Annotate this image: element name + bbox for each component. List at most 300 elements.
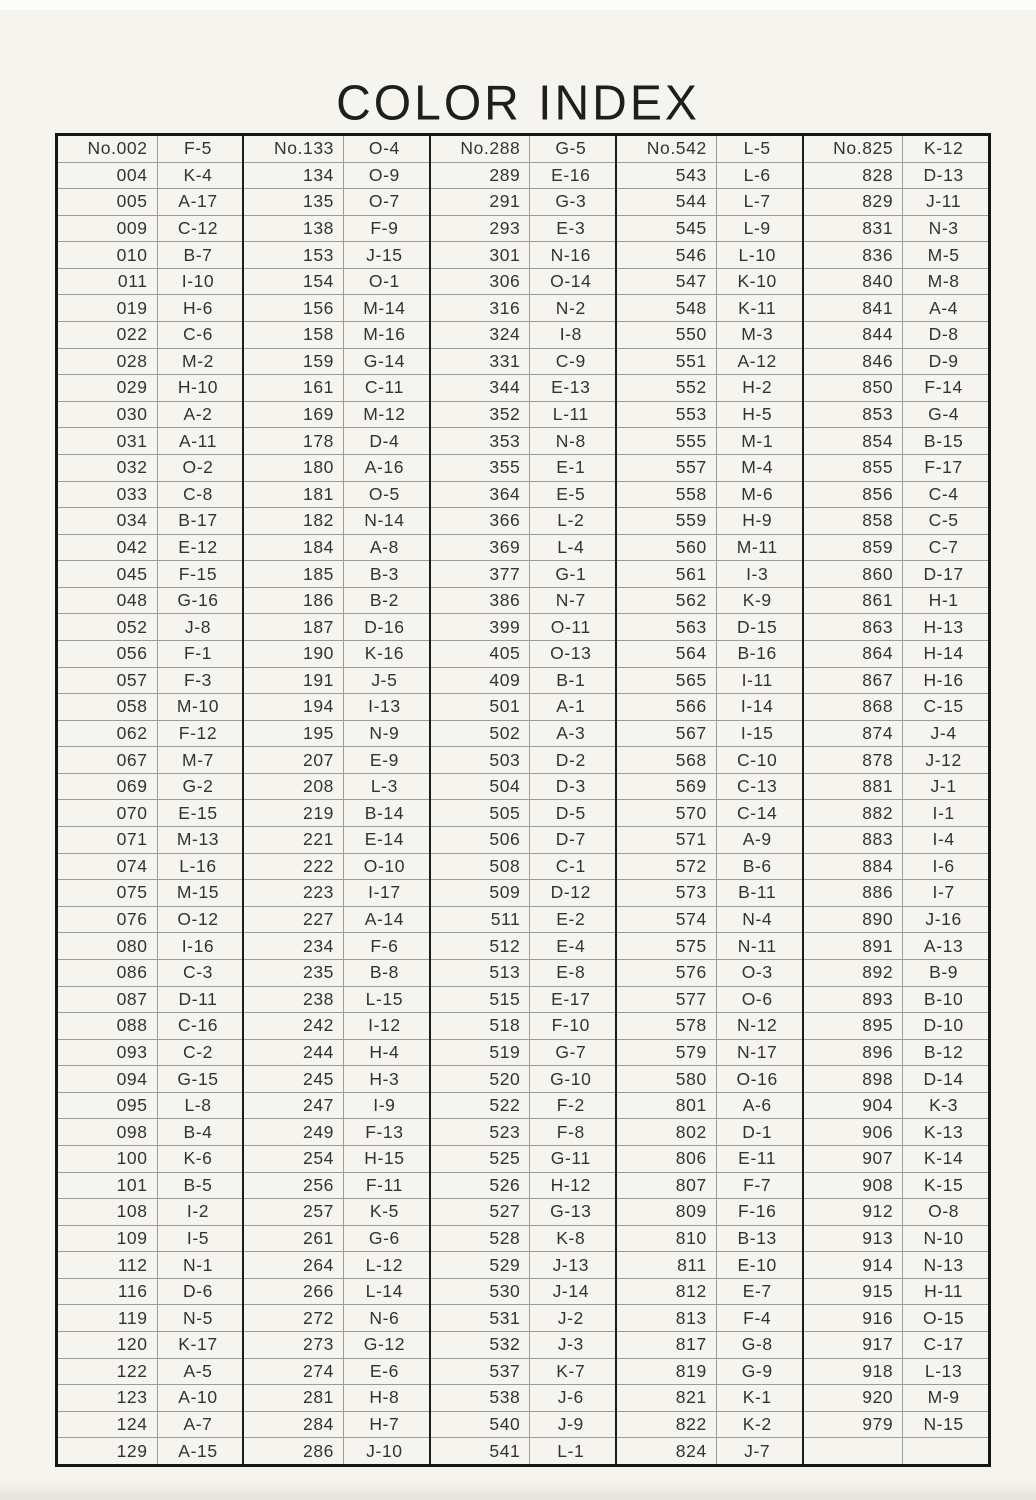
number-cell: 272 <box>244 1305 344 1331</box>
number-cell: 810 <box>617 1226 717 1252</box>
table-row <box>244 560 428 587</box>
code-cell: K-8 <box>556 1227 586 1248</box>
number-cell: 223 <box>244 880 344 906</box>
number-cell: 324 <box>431 322 531 348</box>
code-cell: L-4 <box>557 536 585 557</box>
table-row <box>617 1437 801 1464</box>
code-cell: H-15 <box>364 1148 405 1169</box>
number-cell: 561 <box>617 561 717 587</box>
code-cell: O-8 <box>928 1201 960 1222</box>
table-row <box>804 162 988 189</box>
code-cell: J-13 <box>552 1254 590 1275</box>
number-cell: No.288 <box>431 136 531 162</box>
table-row <box>244 268 428 295</box>
number-cell: 194 <box>244 694 344 720</box>
code-cell: H-14 <box>923 643 964 664</box>
code-cell: J-5 <box>371 669 398 690</box>
table-row <box>617 640 801 667</box>
table-row <box>804 1384 988 1411</box>
table-row <box>244 720 428 747</box>
table-row <box>804 720 988 747</box>
code-cell: I-5 <box>186 1227 210 1248</box>
number-cell: 153 <box>244 242 344 268</box>
code-cell: G-7 <box>555 1041 587 1062</box>
number-cell: 129 <box>58 1438 158 1464</box>
number-cell: 813 <box>617 1305 717 1331</box>
number-cell: 158 <box>244 322 344 348</box>
table-row <box>244 1331 428 1358</box>
table-row <box>244 294 428 321</box>
table-row <box>617 427 801 454</box>
table-row <box>58 640 242 667</box>
table-row <box>617 1331 801 1358</box>
number-cell: 182 <box>244 508 344 534</box>
table-row <box>804 640 988 667</box>
code-cell: E-5 <box>556 483 586 504</box>
code-cell: B-16 <box>737 643 777 664</box>
table-row <box>58 348 242 375</box>
code-cell: B-1 <box>556 669 586 690</box>
number-cell: 503 <box>431 747 531 773</box>
table-row <box>431 1411 615 1438</box>
table-row <box>58 1304 242 1331</box>
table-row <box>58 587 242 614</box>
code-cell: O-15 <box>922 1307 965 1328</box>
table-row <box>617 720 801 747</box>
table-row <box>804 1251 988 1278</box>
number-cell: 570 <box>617 800 717 826</box>
code-cell: F-11 <box>365 1174 403 1195</box>
table-row <box>804 136 988 162</box>
number-cell: 522 <box>431 1093 531 1119</box>
code-cell: L-13 <box>924 1360 963 1381</box>
code-cell: D-11 <box>178 988 218 1009</box>
number-cell: 266 <box>244 1279 344 1305</box>
table-row <box>431 534 615 561</box>
number-cell: 858 <box>804 508 904 534</box>
number-cell: 557 <box>617 455 717 481</box>
number-cell: 501 <box>431 694 531 720</box>
number-cell: No.002 <box>58 136 158 162</box>
number-cell: 512 <box>431 933 531 959</box>
table-row <box>244 534 428 561</box>
number-cell: 864 <box>804 641 904 667</box>
code-cell: M-7 <box>182 749 214 770</box>
code-cell: N-6 <box>369 1307 400 1328</box>
number-cell: 219 <box>244 800 344 826</box>
code-cell: I-14 <box>740 696 774 717</box>
number-cell: 574 <box>617 907 717 933</box>
code-cell: N-7 <box>555 590 586 611</box>
code-cell: L-12 <box>365 1254 404 1275</box>
number-cell: 840 <box>804 269 904 295</box>
code-cell: O-9 <box>368 164 400 185</box>
code-cell: I-10 <box>181 271 215 292</box>
number-cell: 034 <box>58 508 158 534</box>
number-cell: 048 <box>58 588 158 614</box>
code-cell: A-17 <box>178 191 218 212</box>
table-row <box>58 667 242 694</box>
table-row <box>244 1304 428 1331</box>
code-cell: B-12 <box>923 1041 964 1062</box>
number-cell: 405 <box>431 641 531 667</box>
code-cell: A-7 <box>183 1414 213 1435</box>
number-cell: 515 <box>431 987 531 1013</box>
code-cell: L-2 <box>557 510 585 531</box>
code-cell: K-16 <box>364 643 405 664</box>
number-cell: 293 <box>431 216 531 242</box>
table-column-group <box>429 136 615 1464</box>
table-row <box>617 693 801 720</box>
number-cell: 261 <box>244 1226 344 1252</box>
number-cell: 548 <box>617 295 717 321</box>
number-cell: 005 <box>58 189 158 215</box>
table-row <box>58 1092 242 1119</box>
code-cell: B-10 <box>923 988 964 1009</box>
code-cell: F-10 <box>551 1015 590 1036</box>
code-cell: I-9 <box>373 1095 396 1116</box>
code-cell: H-16 <box>923 669 964 690</box>
table-row <box>431 799 615 826</box>
number-cell: 892 <box>804 960 904 986</box>
number-cell: 916 <box>804 1305 904 1331</box>
table-row <box>431 294 615 321</box>
table-row <box>804 746 988 773</box>
code-cell: C-13 <box>737 776 778 797</box>
code-cell: F-14 <box>924 377 963 398</box>
number-cell: 801 <box>617 1093 717 1119</box>
table-row <box>58 1331 242 1358</box>
table-row <box>804 1118 988 1145</box>
table-row <box>617 348 801 375</box>
table-row <box>617 1278 801 1305</box>
number-cell: 575 <box>617 933 717 959</box>
code-cell: F-12 <box>178 723 218 743</box>
table-row <box>244 693 428 720</box>
number-cell: 525 <box>431 1146 531 1172</box>
table-row <box>244 1251 428 1278</box>
color-index-table <box>55 133 991 1467</box>
code-cell: K-11 <box>738 297 777 318</box>
table-row <box>804 215 988 242</box>
number-cell: 523 <box>431 1119 531 1145</box>
code-cell: B-9 <box>929 962 959 983</box>
code-cell: E-13 <box>551 377 591 398</box>
code-cell: G-6 <box>368 1227 400 1248</box>
code-cell: D-10 <box>923 1015 964 1036</box>
number-cell: 235 <box>244 960 344 986</box>
number-cell: 572 <box>617 854 717 880</box>
code-cell: C-4 <box>928 483 959 504</box>
table-row <box>804 1358 988 1385</box>
table-row <box>431 986 615 1013</box>
number-cell: 891 <box>804 933 904 959</box>
table-row <box>431 1304 615 1331</box>
code-cell: A-9 <box>742 829 772 850</box>
number-cell: 031 <box>58 428 158 454</box>
number-cell: 508 <box>431 854 531 880</box>
table-row <box>58 720 242 747</box>
number-cell: 249 <box>244 1119 344 1145</box>
number-cell: 802 <box>617 1119 717 1145</box>
table-row <box>58 162 242 189</box>
number-cell: 914 <box>804 1252 904 1278</box>
code-cell: N-8 <box>555 430 586 451</box>
number-cell: 120 <box>58 1332 158 1358</box>
table-row <box>431 560 615 587</box>
code-cell: O-16 <box>736 1068 778 1089</box>
code-cell: O-6 <box>741 988 773 1009</box>
table-row <box>244 587 428 614</box>
number-cell: 032 <box>58 455 158 481</box>
table-row <box>804 1198 988 1225</box>
table-row <box>804 587 988 614</box>
code-cell: A-4 <box>929 297 959 318</box>
number-cell: 057 <box>58 668 158 694</box>
code-cell: O-10 <box>363 855 406 876</box>
table-row <box>804 853 988 880</box>
code-cell: J-12 <box>925 749 962 770</box>
number-cell: 511 <box>431 907 531 933</box>
number-cell: 913 <box>804 1226 904 1252</box>
number-cell: 806 <box>617 1146 717 1172</box>
table-row <box>804 1411 988 1438</box>
code-cell: D-17 <box>923 563 964 584</box>
table-row <box>58 454 242 481</box>
table-row <box>617 534 801 561</box>
table-row <box>804 427 988 454</box>
code-cell: M-14 <box>363 297 406 318</box>
code-cell: G-3 <box>555 191 587 212</box>
number-cell: 844 <box>804 322 904 348</box>
code-cell: C-8 <box>182 483 213 504</box>
table-row <box>431 1012 615 1039</box>
code-cell: N-3 <box>928 218 959 239</box>
number-cell: 284 <box>244 1412 344 1438</box>
number-cell: 071 <box>58 827 158 853</box>
number-cell: 100 <box>58 1146 158 1172</box>
code-cell: D-7 <box>555 829 586 850</box>
number-cell: 861 <box>804 588 904 614</box>
table-row <box>244 1198 428 1225</box>
number-cell: 547 <box>617 269 717 295</box>
code-cell: F-6 <box>370 935 399 956</box>
code-cell: M-1 <box>741 430 774 451</box>
table-row <box>617 454 801 481</box>
number-cell: 033 <box>58 482 158 508</box>
code-cell: M-5 <box>927 244 960 265</box>
table-row <box>58 188 242 215</box>
table-row <box>804 348 988 375</box>
code-cell: F-9 <box>370 218 399 239</box>
table-row <box>804 268 988 295</box>
number-cell: 543 <box>617 163 717 189</box>
code-cell: J-11 <box>926 191 962 212</box>
table-row <box>617 587 801 614</box>
table-row <box>431 401 615 428</box>
code-cell: B-4 <box>183 1121 213 1142</box>
code-cell: A-8 <box>369 536 399 557</box>
number-cell: 377 <box>431 561 531 587</box>
table-row <box>244 826 428 853</box>
table-row <box>244 613 428 640</box>
number-cell: 122 <box>58 1359 158 1385</box>
code-cell: A-6 <box>742 1095 772 1116</box>
number-cell: 316 <box>431 295 531 321</box>
table-row <box>617 1012 801 1039</box>
code-cell: K-12 <box>923 138 964 159</box>
code-cell: B-2 <box>369 590 399 611</box>
number-cell: 247 <box>244 1093 344 1119</box>
number-cell: 080 <box>58 933 158 959</box>
code-cell: N-5 <box>182 1307 213 1328</box>
code-cell: J-4 <box>930 723 957 743</box>
number-cell: 809 <box>617 1199 717 1225</box>
table-row <box>58 959 242 986</box>
table-row <box>244 1092 428 1119</box>
table-row <box>617 746 801 773</box>
number-cell: 541 <box>431 1438 531 1464</box>
number-cell: 579 <box>617 1040 717 1066</box>
table-row <box>58 1384 242 1411</box>
number-cell: 573 <box>617 880 717 906</box>
number-cell: 571 <box>617 827 717 853</box>
code-cell: A-10 <box>178 1387 218 1408</box>
number-cell: 042 <box>58 535 158 561</box>
code-cell: L-7 <box>743 191 771 212</box>
table-row <box>431 1198 615 1225</box>
table-row <box>617 1172 801 1199</box>
number-cell: 029 <box>58 375 158 401</box>
number-cell: 538 <box>431 1385 531 1411</box>
code-cell: D-9 <box>928 350 959 371</box>
number-cell: 353 <box>431 428 531 454</box>
number-cell: 918 <box>804 1359 904 1385</box>
number-cell: 291 <box>431 189 531 215</box>
table-row <box>431 879 615 906</box>
code-cell: E-4 <box>556 935 586 956</box>
table-column-group <box>58 136 242 1464</box>
number-cell: 364 <box>431 482 531 508</box>
code-cell: F-8 <box>556 1121 585 1142</box>
table-row <box>617 773 801 800</box>
number-cell: 052 <box>58 614 158 640</box>
table-row <box>244 241 428 268</box>
number-cell: 526 <box>431 1173 531 1199</box>
table-row <box>804 188 988 215</box>
number-cell: 917 <box>804 1332 904 1358</box>
code-cell: L-1 <box>557 1440 585 1461</box>
number-cell: 019 <box>58 295 158 321</box>
code-cell: M-15 <box>176 882 220 903</box>
code-cell: D-2 <box>555 749 586 770</box>
table-row <box>58 1065 242 1092</box>
code-cell: N-14 <box>364 510 405 531</box>
number-cell: 881 <box>804 774 904 800</box>
table-row <box>58 136 242 162</box>
code-cell: E-17 <box>551 988 591 1009</box>
number-cell: 850 <box>804 375 904 401</box>
table-row <box>244 1358 428 1385</box>
number-cell: 836 <box>804 242 904 268</box>
number-cell: 010 <box>58 242 158 268</box>
table-row <box>804 294 988 321</box>
code-cell: F-16 <box>738 1201 777 1222</box>
table-row <box>804 986 988 1013</box>
number-cell: 238 <box>244 987 344 1013</box>
number-cell: 222 <box>244 854 344 880</box>
number-cell: 811 <box>617 1252 717 1278</box>
code-cell: C-14 <box>737 802 778 823</box>
table-row <box>804 799 988 826</box>
table-row <box>431 826 615 853</box>
table-row <box>804 534 988 561</box>
table-row <box>58 986 242 1013</box>
table-row <box>617 268 801 295</box>
table-row <box>617 667 801 694</box>
number-cell: 530 <box>431 1279 531 1305</box>
table-row <box>58 1411 242 1438</box>
number-cell: 519 <box>431 1040 531 1066</box>
code-cell: E-8 <box>556 962 586 983</box>
number-cell: 568 <box>617 747 717 773</box>
number-cell: 161 <box>244 375 344 401</box>
table-row <box>244 932 428 959</box>
table-row <box>804 1304 988 1331</box>
number-cell: 506 <box>431 827 531 853</box>
code-cell: M-6 <box>741 483 774 504</box>
number-cell: 254 <box>244 1146 344 1172</box>
table-row <box>617 613 801 640</box>
table-row <box>617 932 801 959</box>
code-cell: M-10 <box>176 696 220 717</box>
code-cell: G-2 <box>182 776 214 797</box>
code-cell: K-2 <box>742 1414 772 1435</box>
number-cell: 527 <box>431 1199 531 1225</box>
table-row <box>58 1039 242 1066</box>
number-cell: 190 <box>244 641 344 667</box>
table-row <box>804 1437 988 1464</box>
code-cell: K-9 <box>742 590 772 611</box>
number-cell: 544 <box>617 189 717 215</box>
code-cell: G-14 <box>363 350 406 371</box>
number-cell: 227 <box>244 907 344 933</box>
number-cell: 859 <box>804 535 904 561</box>
number-cell: 169 <box>244 402 344 428</box>
table-row <box>617 1384 801 1411</box>
table-row <box>244 1012 428 1039</box>
number-cell: 009 <box>58 216 158 242</box>
table-row <box>58 560 242 587</box>
table-row <box>431 693 615 720</box>
code-cell: K-7 <box>556 1360 586 1381</box>
table-row <box>617 294 801 321</box>
number-cell: 853 <box>804 402 904 428</box>
code-cell: A-16 <box>364 457 405 478</box>
number-cell: 386 <box>431 588 531 614</box>
code-cell: H-11 <box>924 1281 964 1302</box>
number-cell: 979 <box>804 1412 904 1438</box>
code-cell: K-14 <box>923 1148 964 1169</box>
number-cell: 898 <box>804 1066 904 1092</box>
table-row <box>804 959 988 986</box>
number-cell: 828 <box>804 163 904 189</box>
table-row <box>804 1331 988 1358</box>
code-cell: F-3 <box>183 669 213 690</box>
table-row <box>244 959 428 986</box>
number-cell: 207 <box>244 747 344 773</box>
code-cell: A-3 <box>556 723 586 743</box>
